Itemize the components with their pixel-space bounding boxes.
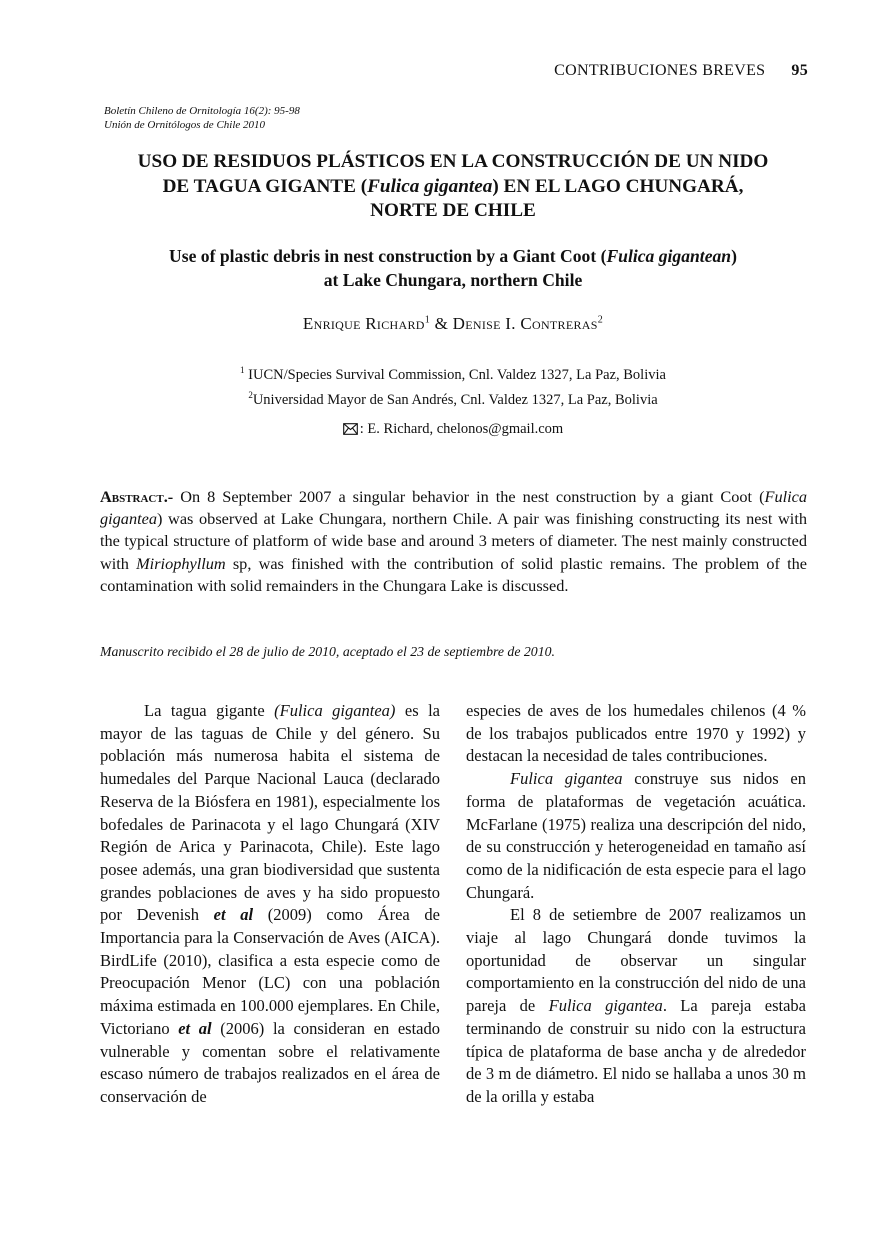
body-left-text-1: La tagua gigante <box>144 701 275 720</box>
title-es-line-1: USO DE RESIDUOS PLÁSTICOS EN LA CONSTRUCCIÓN DE UN NIDO <box>137 151 769 172</box>
body-left-etal-2: et al <box>178 1018 212 1038</box>
abstract-text-2: ) was observed at Lake Chungara, northern Chile. A pair was finishing constructing its nest with the typical structure of platform of wide base and around 3 meters of diameter. The nest mainly constructed with <box>100 509 807 573</box>
body-paragraph-1 <box>100 700 440 1109</box>
author-2: Denise I. Contreras <box>452 314 598 333</box>
affiliation-2-sup: 2 <box>248 389 253 400</box>
abstract-text-3: sp, was finished with the contribution of solid plastic remains. The problem of the contamination with solid remainders in the Chungara Lake is discussed. <box>100 553 807 595</box>
contact-email[interactable]: : E. Richard, chelonos@gmail.com <box>359 421 564 437</box>
body-left-etal-1: et al <box>213 905 254 925</box>
author-separator: & <box>430 314 453 333</box>
affiliation-2 <box>100 385 806 410</box>
body-left-text-2: es la mayor de las taguas de Chile y del género. Su población más numerosa habita el sistema de humedales del Parque Nacional Lauca (declarado Reserva de la Biósfera en 1981), especialmente los bofedales de Parinacota y el lago Chungará (XIV Región de Arica y Parinacota, Chile). Este lago posee además, una gran biodiversidad que sustenta grandes poblaciones de aves y ha sido propuesto por Devenish <box>100 701 441 925</box>
body-right-text-2: construye sus nidos en forma de plataformas de vegetación acuática. McFarlane (1975) realiza una descripción del nido, de su construcción y heterogeneidad en tamaño así como de la nidificación de esta especie para el lago Chungará. <box>466 769 806 902</box>
body-left-species: (Fulica gigantea) <box>274 701 396 720</box>
author-1-affil-sup: 1 <box>424 314 431 326</box>
body-right-text-3b: . La pareja estaba terminando de construir su nido con la estructura típica de plataforma de base ancha y de alrededor de 3 m de diámetro. El nido se hallaba a unos 30 m de la orilla y estaba <box>466 996 806 1106</box>
title-es-line-2-start: DE TAGUA GIGANTE ( <box>162 175 368 197</box>
affiliation-1-text: IUCN/Species Survival Commission, Cnl. Valdez 1327, La Paz, Bolivia <box>244 366 666 383</box>
affiliation-1-sup: 1 <box>240 365 245 375</box>
author-1: Enrique Richard <box>302 314 425 333</box>
title-spanish <box>100 150 806 224</box>
body-right-species-1: Fulica gigantea <box>510 769 623 789</box>
affiliation-1 <box>100 360 806 385</box>
title-en-line-2: at Lake Chungara, northern Chile <box>323 270 583 290</box>
affiliation-2-text: Universidad Mayor de San Andrés, Cnl. Valdez 1327, La Paz, Bolivia <box>252 391 658 408</box>
title-en-species: Fulica gigantean <box>606 246 732 266</box>
abstract-text-1: On 8 September 2007 a singular behavior in the nest construction by a giant Coot ( <box>173 487 765 506</box>
body-paragraph-3 <box>466 904 806 1108</box>
page-number: 95 <box>791 62 808 79</box>
body-paragraph-1-cont: especies de aves de los humedales chilenos (4 % de los trabajos publicados entre 1970 y 1992) y destacan la necesidad de tales contribuciones. <box>466 701 806 766</box>
body-left-text-4: (2006) la consideran en estado vulnerable y comentan sobre el relativamente escaso número de trabajos realizados en el área de conservación de <box>100 1018 441 1106</box>
title-en-line-1-end: ) <box>731 246 737 266</box>
authors <box>100 314 806 334</box>
title-en-line-1 <box>100 244 806 268</box>
title-english <box>100 244 806 292</box>
title-es-line-3: NORTE DE CHILE <box>370 200 536 221</box>
running-head <box>554 62 808 80</box>
body-column-right <box>466 700 806 1109</box>
title-es-line-2 <box>100 175 806 200</box>
title-es-species: Fulica gigantea <box>367 175 493 197</box>
body-paragraph-2 <box>466 768 806 904</box>
body-left-text-3: (2009) como Área de Importancia para la Conservación de Aves (AICA). BirdLife (2010), clasifica a esta especie como de Preocupación Menor (LC) con una población máxima estimada en 100.000 ejemplares. En Chile, Victoriano <box>100 905 440 1038</box>
journal-citation <box>104 104 300 132</box>
received-note: Manuscrito recibido el 28 de julio de 2010, aceptado el 23 de septiembre de 2010. <box>100 644 555 659</box>
envelope-icon <box>343 423 358 440</box>
body-column-left <box>100 700 440 1109</box>
body-right-species-2: Fulica gigantea <box>548 996 663 1016</box>
section-title: CONTRIBUCIONES BREVES <box>554 62 766 79</box>
affiliations <box>100 360 806 410</box>
abstract-label: Abstract.- <box>100 487 174 506</box>
abstract-species-2: Miriophyllum <box>136 553 226 573</box>
contact-line <box>100 421 806 440</box>
body-right-text-3a: El 8 de setiembre de 2007 realizamos un viaje al lago Chungará donde tuvimos la oportunidad de observar un singular comportamiento en la construcción del nido de una pareja de <box>466 905 806 1016</box>
title-en-line-1-start: Use of plastic debris in nest construction by a Giant Coot ( <box>169 246 607 266</box>
abstract <box>100 486 807 597</box>
journal-line-1: Boletín Chileno de Ornitología 16(2): 95-98 <box>104 105 300 117</box>
title-es-line-2-end: ) EN EL LAGO CHUNGARÁ, <box>492 175 744 197</box>
journal-line-2: Unión de Ornitólogos de Chile 2010 <box>104 119 266 131</box>
abstract-species-1: Fulica gigantea <box>100 487 807 529</box>
author-2-affil-sup: 2 <box>597 314 604 326</box>
